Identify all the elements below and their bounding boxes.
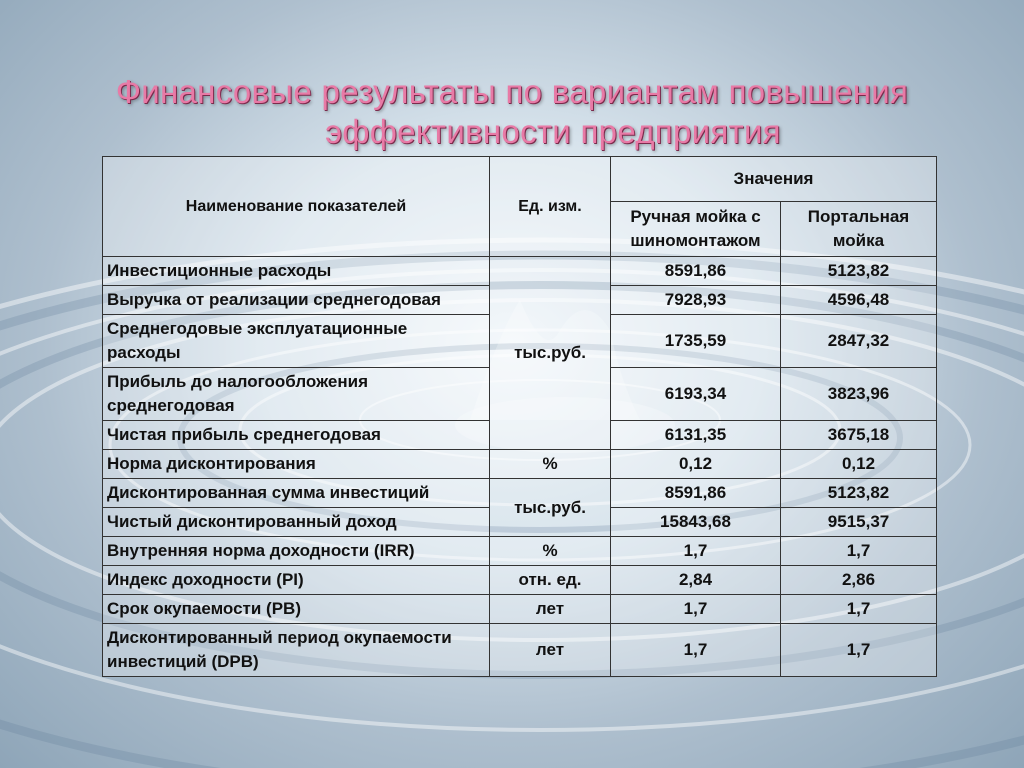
row-value-portal: 5123,82 [781,257,937,286]
row-name: Срок окупаемости (PB) [103,595,490,624]
title-line-1: Финансовые результаты по вариантам повышения [115,73,909,110]
row-name: Чистый дисконтированный доход [103,508,490,537]
page-title [0,72,1024,152]
header-values: Значения [611,157,937,202]
row-value-manual: 1,7 [611,595,781,624]
row-value-manual: 8591,86 [611,479,781,508]
row-value-portal: 3823,96 [781,368,937,421]
table-row [103,450,937,479]
financial-results-table [102,156,937,677]
table-row [103,566,937,595]
header-unit: Ед. изм. [490,157,611,257]
header-indicator-name: Наименование показателей [103,157,490,257]
header-manual-wash: Ручная мойка с шиномонтажом [611,202,781,257]
row-value-manual: 6131,35 [611,421,781,450]
table-row [103,624,937,677]
row-value-manual: 15843,68 [611,508,781,537]
row-value-portal: 3675,18 [781,421,937,450]
row-name: Внутренняя норма доходности (IRR) [103,537,490,566]
row-value-manual: 6193,34 [611,368,781,421]
row-unit: % [490,450,611,479]
row-value-portal: 4596,48 [781,286,937,315]
row-value-portal: 1,7 [781,624,937,677]
table-row [103,595,937,624]
row-name: Выручка от реализации среднегодовая [103,286,490,315]
row-name: Дисконтированная сумма инвестиций [103,479,490,508]
row-value-manual: 1735,59 [611,315,781,368]
row-value-manual: 8591,86 [611,257,781,286]
table-row [103,479,937,508]
row-unit: отн. ед. [490,566,611,595]
row-value-portal: 9515,37 [781,508,937,537]
table-row [103,257,937,286]
title-line-2: эффективности предприятия [325,113,781,150]
header-portal-wash: Портальная мойка [781,202,937,257]
row-value-manual: 7928,93 [611,286,781,315]
row-value-portal: 1,7 [781,595,937,624]
row-value-portal: 2,86 [781,566,937,595]
table-row [103,537,937,566]
row-value-manual: 0,12 [611,450,781,479]
row-unit: тыс.руб. [490,257,611,450]
row-unit: лет [490,624,611,677]
row-unit: % [490,537,611,566]
row-value-portal: 5123,82 [781,479,937,508]
row-value-manual: 1,7 [611,624,781,677]
row-value-manual: 1,7 [611,537,781,566]
row-name: Прибыль до налогообложения среднегодовая [103,368,490,421]
row-name: Индекс доходности (PI) [103,566,490,595]
row-value-portal: 1,7 [781,537,937,566]
row-name: Среднегодовые эксплуатационные расходы [103,315,490,368]
row-value-portal: 0,12 [781,450,937,479]
row-unit: тыс.руб. [490,479,611,537]
row-name: Инвестиционные расходы [103,257,490,286]
row-name: Норма дисконтирования [103,450,490,479]
row-value-portal: 2847,32 [781,315,937,368]
row-name: Чистая прибыль среднегодовая [103,421,490,450]
row-value-manual: 2,84 [611,566,781,595]
row-name: Дисконтированный период окупаемости инвестиций (DPB) [103,624,490,677]
row-unit: лет [490,595,611,624]
